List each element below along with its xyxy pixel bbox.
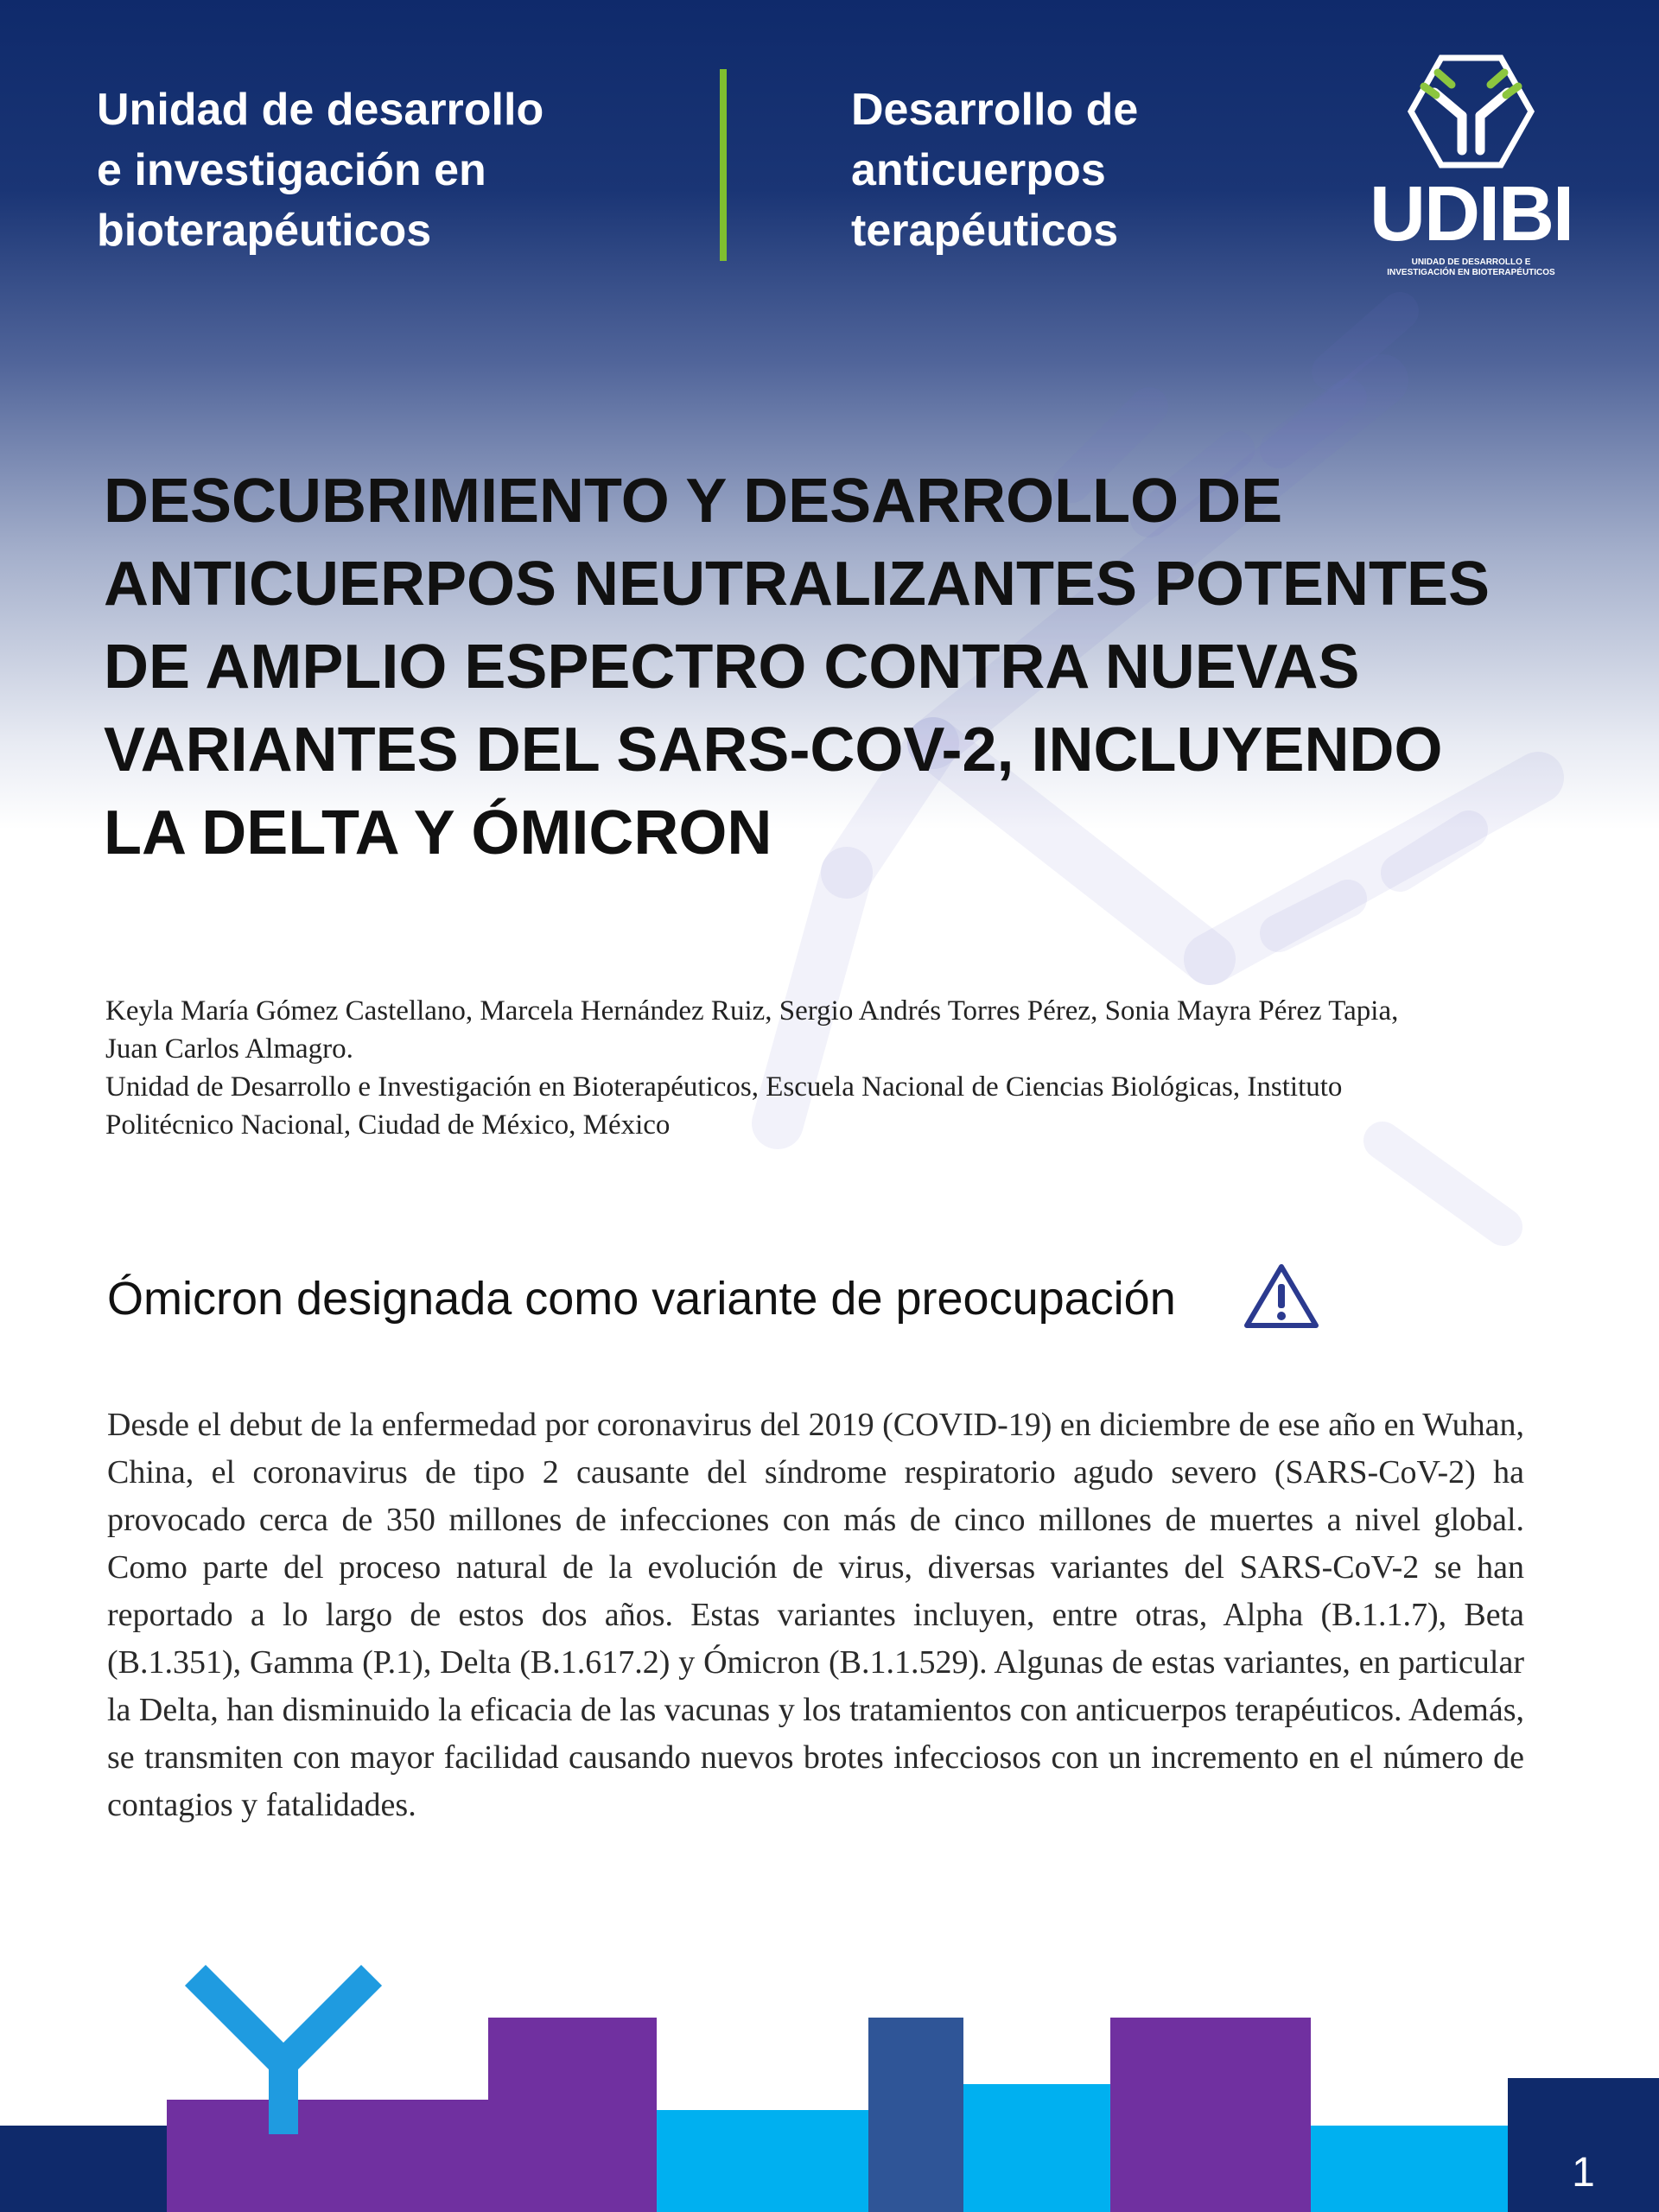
- document-title: DESCUBRIMIENTO Y DESARROLLO DE ANTICUERPOS NEUTRALIZANTES POTENTES DE AMPLIO ESPECTRO CONTRA NUEVAS VARIANTES DEL SARS-COV-2, INCLUYENDO LA DELTA Y ÓMICRON: [104, 467, 1491, 868]
- header-right-line: terapéuticos: [851, 206, 1119, 256]
- header-unit-name: [97, 79, 632, 261]
- section-body: Desde el debut de la enfermedad por coronavirus del 2019 (COVID-19) en diciembre de ese año en Wuhan, China, el coronavirus de tipo 2 causante del síndrome respiratorio agudo severo (SARS-CoV-2) ha provocado cerca de 350 millones de infecciones con más de cinco millones de muertes a nivel global. Como parte del proceso natural de la evolución de virus, diversas variantes del SARS-CoV-2 se han reportado a lo largo de estos dos años. Estas variantes incluyen, entre otras, Alpha (B.1.1.7), Beta (B.1.351), Gamma (P.1), Delta (B.1.617.2) y Ómicron (B.1.1.529). Algunas de estas variantes, en particular la Delta, han disminuido la eficacia de las vacunas y los tratamientos con anticuerpos terapéuticos. Además, se transmiten con mayor facilidad causando nuevos brotes infecciosos con un incremento en el número de contagios y fatalidades.: [107, 1407, 1524, 1823]
- header-divider: [720, 69, 727, 261]
- header-left-line: bioterapéuticos: [97, 206, 432, 256]
- author-block: [105, 992, 1453, 1144]
- warning-triangle-icon: [1243, 1262, 1320, 1331]
- logo-subtitle: UNIDAD DE DESARROLLO E INVESTIGACIÓN EN BIOTERAPÉUTICOS: [1387, 257, 1555, 277]
- header-left-line: Unidad de desarrollo: [97, 85, 544, 135]
- header-right-line: anticuerpos: [851, 145, 1106, 195]
- header-right-line: Desarrollo de: [851, 85, 1139, 135]
- logo-wordmark: UDIBI: [1370, 171, 1573, 257]
- author-names: Keyla María Gómez Castellano, Marcela Hernández Ruiz, Sergio Andrés Torres Pérez, Sonia Mayra Pérez Tapia, Juan Carlos Almagro.: [105, 995, 1399, 1065]
- section-heading: Ómicron designada como variante de preocupación: [107, 1273, 1176, 1325]
- header-left-line: e investigación en: [97, 145, 486, 195]
- udibi-logo: [1365, 54, 1577, 278]
- page-number: 1: [1572, 2150, 1595, 2196]
- footer-block-cyan: [1311, 2126, 1508, 2212]
- footer-block-cyan: [657, 2110, 868, 2212]
- author-affiliation: Unidad de Desarrollo e Investigación en Bioterapéuticos, Escuela Nacional de Ciencias Biológicas, Instituto Politécnico Nacional, Ciudad de México, México: [105, 1071, 1343, 1141]
- footer-block-purple: [488, 2018, 657, 2212]
- header-department: [851, 79, 1249, 261]
- antibody-hexagon-icon: [1365, 54, 1577, 183]
- footer-decoration: [0, 1961, 1659, 2212]
- antibody-y-icon: [173, 1961, 397, 2134]
- footer-block-steel: [868, 2018, 963, 2212]
- footer-block-purple: [1110, 2018, 1311, 2212]
- footer-block-cyan: [963, 2084, 1110, 2212]
